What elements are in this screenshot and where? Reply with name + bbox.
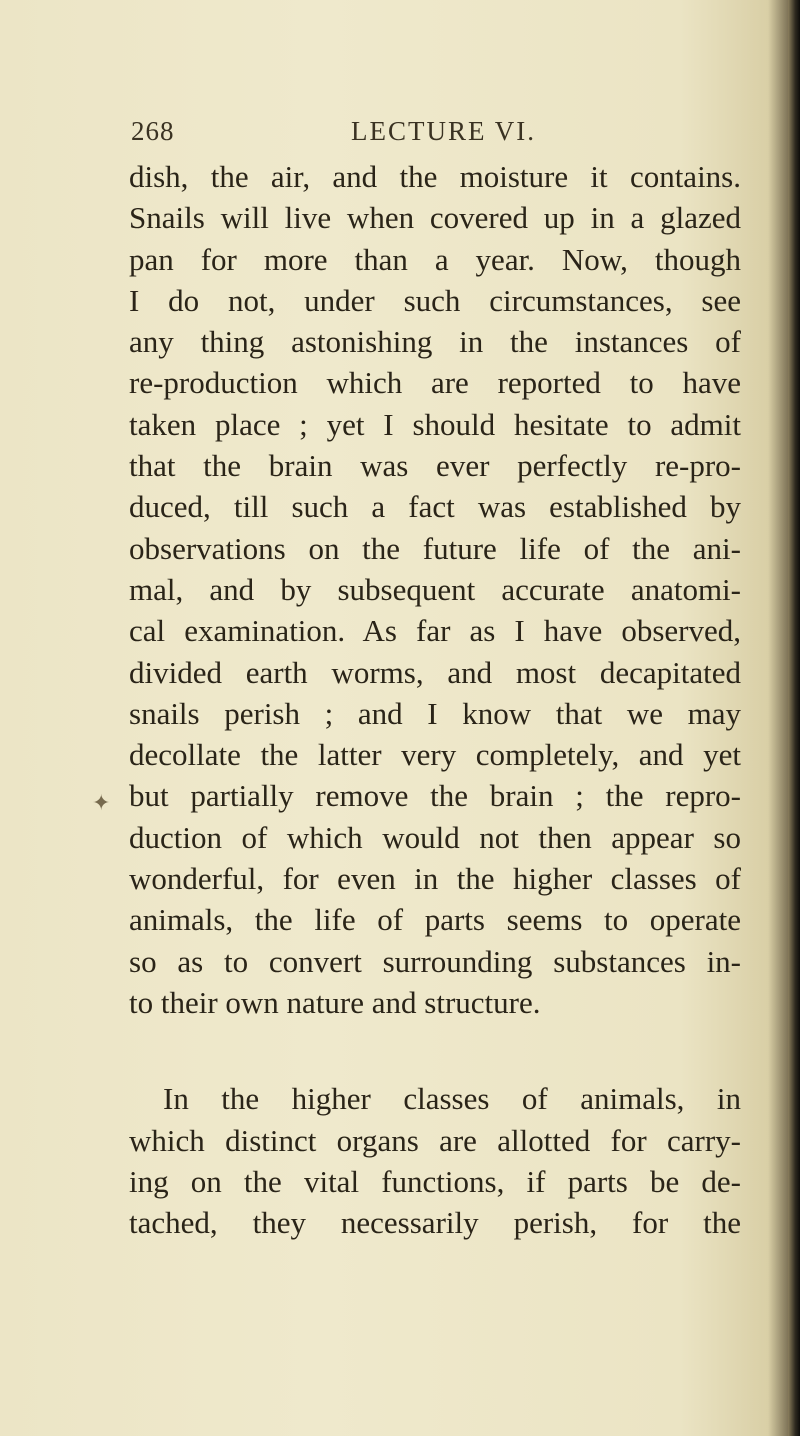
text-line: dish, the air, and the moisture it contains. xyxy=(129,159,741,194)
text-line: re-production which are reported to have xyxy=(129,365,741,401)
text-line: but partially remove the brain ; the repro- xyxy=(129,778,741,814)
text-line: ing on the vital functions, if parts be de- xyxy=(129,1163,741,1199)
paragraph-2 xyxy=(129,1078,741,1243)
page-header xyxy=(131,116,731,156)
paragraph-1 xyxy=(129,156,741,1023)
text-line: to their own nature and structure. xyxy=(129,984,541,1020)
text-line: duction of which would not then appear so xyxy=(129,819,741,855)
text-line: that the brain was ever perfectly re-pro- xyxy=(129,448,741,484)
page-number: 268 xyxy=(131,116,175,146)
text-line: divided earth worms, and most decapitated xyxy=(129,654,741,690)
paragraph-gap xyxy=(129,1023,741,1078)
page-edge-shadow xyxy=(788,0,800,1436)
text-line: taken place ; yet I should hesitate to admit xyxy=(129,406,741,442)
text-line: In the higher classes of animals, in xyxy=(163,1081,741,1117)
text-line: observations on the future life of the ani- xyxy=(129,530,741,566)
text-line: wonderful, for even in the higher classes of xyxy=(129,861,741,897)
running-head: LECTURE VI. xyxy=(351,116,536,146)
text-line: I do not, under such circumstances, see xyxy=(129,282,741,318)
text-line: which distinct organs are allotted for carry- xyxy=(129,1122,741,1158)
text-line: animals, the life of parts seems to operate xyxy=(129,902,741,938)
text-line: snails perish ; and I know that we may xyxy=(129,695,741,731)
text-line: pan for more than a year. Now, though xyxy=(129,241,741,277)
body-text xyxy=(129,156,741,1243)
text-line: decollate the latter very completely, and yet xyxy=(129,737,741,773)
text-line: cal examination. As far as I have observed, xyxy=(129,613,741,649)
text-line: mal, and by subsequent accurate anatomi- xyxy=(129,571,741,607)
margin-annotation-mark: ✦ xyxy=(92,790,111,815)
text-line: so as to convert surrounding substances in- xyxy=(129,943,741,979)
text-line: Snails will live when covered up in a glazed xyxy=(129,200,741,236)
text-line: duced, till such a fact was established by xyxy=(129,489,741,525)
text-line: any thing astonishing in the instances of xyxy=(129,324,741,360)
text-line: tached, they necessarily perish, for the xyxy=(129,1205,741,1241)
